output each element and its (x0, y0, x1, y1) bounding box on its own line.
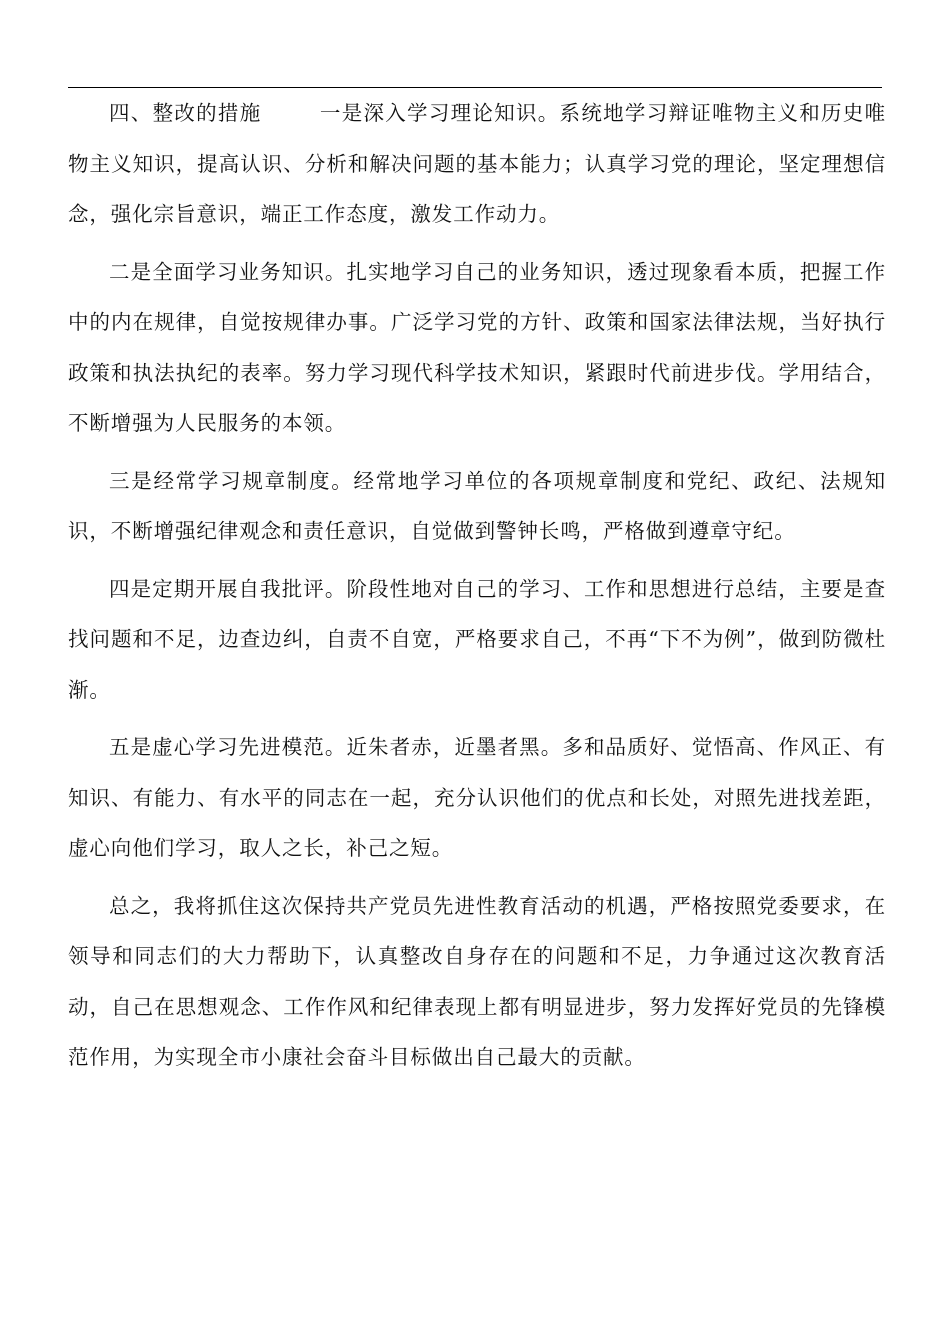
section-heading: 四、整改的措施 (109, 101, 262, 125)
paragraph-1 (68, 88, 886, 240)
paragraph-3: 三是经常学习规章制度。经常地学习单位的各项规章制度和党纪、政纪、法规知识，不断增强纪律观念和责任意识，自觉做到警钟长鸣，严格做到遵章守纪。 (68, 468, 886, 543)
paragraph-6: 总之，我将抓住这次保持共产党员先进性教育活动的机遇，严格按照党委要求，在领导和同志们的大力帮助下，认真整改自身存在的问题和不足，力争通过这次教育活动，自己在思想观念、工作作风和纪律表现上都有明显进步，努力发挥好党员的先锋模范作用，为实现全市小康社会奋斗目标做出自己最大的贡献。 (68, 893, 886, 1069)
document-body (68, 88, 886, 1090)
paragraph-4: 四是定期开展自我批评。阶段性地对自己的学习、工作和思想进行总结，主要是查找问题和不足，边查边纠，自责不自宽，严格要求自己，不再“下不为例”，做到防微杜渐。 (68, 576, 886, 702)
paragraph-5: 五是虚心学习先进模范。近朱者赤，近墨者黑。多和品质好、觉悟高、作风正、有知识、有能力、有水平的同志在一起，充分认识他们的优点和长处，对照先进找差距，虚心向他们学习，取人之长，补己之短。 (68, 735, 886, 860)
paragraph-1-text: 一是深入学习理论知识。系统地学习辩证唯物主义和历史唯物主义知识，提高认识、分析和解决问题的基本能力；认真学习党的理论，坚定理想信念，强化宗旨意识，端正工作态度，激发工作动力。 (68, 101, 886, 226)
paragraph-2: 二是全面学习业务知识。扎实地学习自己的业务知识，透过现象看本质，把握工作中的内在规律，自觉按规律办事。广泛学习党的方针、政策和国家法律法规，当好执行政策和执法执纪的表率。努力学习现代科学技术知识，紧跟时代前进步伐。学用结合，不断增强为人民服务的本领。 (68, 259, 886, 435)
